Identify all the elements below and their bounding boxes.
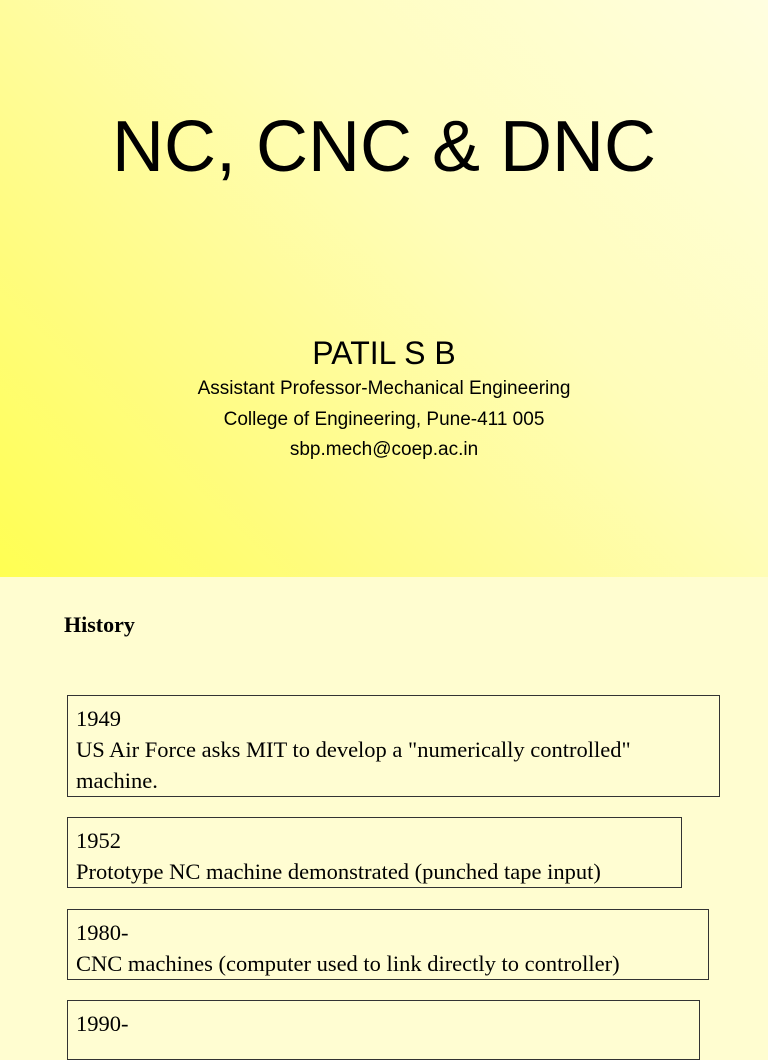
entry-year: 1949 <box>76 706 121 731</box>
author-institution: College of Engineering, Pune-411 005 <box>223 409 545 430</box>
author-name: PATIL S B <box>312 335 456 371</box>
history-entry-1980 <box>67 909 709 980</box>
entry-description: CNC machines (computer used to link directly to controller) <box>76 951 620 976</box>
entry-description: Prototype NC machine demonstrated (punched tape input) <box>76 859 601 884</box>
history-slide <box>0 577 768 1036</box>
history-entry-1952 <box>67 817 682 888</box>
entry-year: 1990- <box>76 1011 129 1036</box>
entry-year: 1952 <box>76 828 121 853</box>
entry-year: 1980- <box>76 920 129 945</box>
author-position: Assistant Professor-Mechanical Engineering <box>197 378 571 399</box>
history-entry-1949 <box>67 695 720 797</box>
history-heading: History <box>64 612 135 637</box>
history-entry-1990 <box>67 1000 700 1060</box>
author-email: sbp.mech@coep.ac.in <box>289 439 479 460</box>
slide-title: NC, CNC & DNC <box>111 107 656 187</box>
entry-description: US Air Force asks MIT to develop a "numerically controlled" machine. <box>76 737 637 793</box>
